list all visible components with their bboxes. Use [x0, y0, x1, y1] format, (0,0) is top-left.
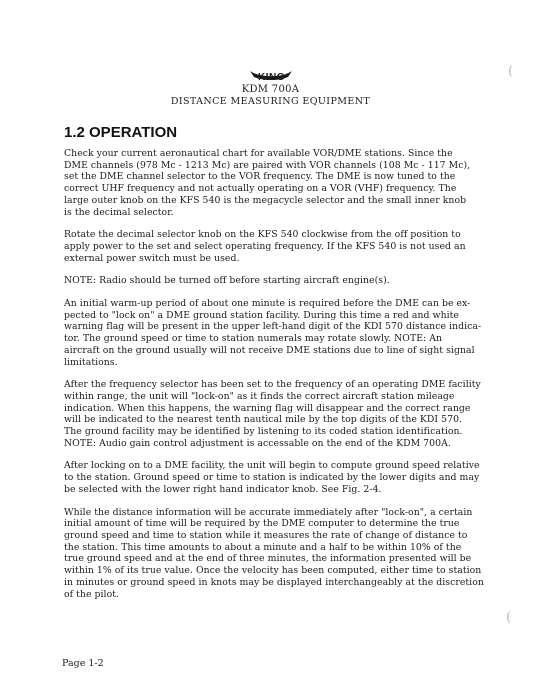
text-line: to the station. Ground speed or time to station is indicated by the lower digits and may	[64, 472, 480, 484]
text-line: is the decimal selector.	[64, 206, 174, 218]
text-line: initial amount of time will be required by the DME computer to determine the true	[64, 518, 460, 530]
text-line: correct UHF frequency and not actually operating on a VOR (VHF) frequency. The	[64, 183, 457, 195]
text-line: After locking on to a DME facility, the unit will begin to compute ground speed relative	[64, 460, 480, 472]
text-line: set the DME channel selector to the VOR frequency. The DME is now tuned to the	[64, 171, 456, 183]
text-line: An initial warm-up period of about one minute is required before the DME can be ex-	[64, 298, 471, 310]
paragraph-ground-speed	[64, 460, 496, 495]
paragraph-note-radio	[64, 275, 496, 287]
text-line: While the distance information will be accurate immediately after "lock-on", a certain	[64, 506, 473, 518]
text-line: After the frequency selector has been set to the frequency of an operating DME facility	[64, 379, 481, 391]
text-line: apply power to the set and select operating frequency. If the KFS 540 is not used an	[64, 240, 466, 252]
paragraph-accuracy	[64, 507, 496, 601]
logo-wordmark: KING	[258, 72, 285, 83]
text-line: pected to "lock on" a DME ground station facility. During this time a red and white	[64, 309, 459, 321]
text-line: warning flag will be present in the upper left-hand digit of the KDI 570 distance indica-	[64, 321, 482, 333]
text-line: the station. This time amounts to about a minute and a half to be within 10% of the	[64, 541, 462, 553]
binding-edge-mark: (	[506, 610, 512, 625]
text-line: external power switch must be used.	[64, 252, 240, 264]
page-number: Page 1-2	[62, 658, 104, 669]
text-line: NOTE: Audio gain control adjustment is accessable on the end of the KDM 700A.	[64, 437, 451, 449]
text-line: of the pilot.	[64, 588, 120, 600]
text-line: DME channels (978 Mc - 1213 Mc) are paired with VOR channels (108 Mc - 117 Mc),	[64, 159, 471, 171]
binding-edge-mark: (	[508, 64, 514, 79]
text-line: aircraft on the ground usually will not receive DME stations due to line of sight signal	[64, 344, 475, 356]
text-line: within range, the unit will "lock-on" as it finds the correct aircraft station mileage	[64, 390, 455, 402]
text-line: true ground speed and at the end of three minutes, the information presented will be	[64, 553, 472, 565]
document-model: KDM 700A	[241, 84, 300, 95]
paragraph-power-on	[64, 229, 496, 264]
text-line: large outer knob on the KFS 540 is the megacycle selector and the small inner knob	[64, 194, 467, 206]
text-line: NOTE: Radio should be turned off before starting aircraft engine(s).	[64, 275, 390, 287]
text-line: indication. When this happens, the warning flag will disappear and the correct range	[64, 402, 471, 414]
text-line: ground speed and time to station while it measures the rate of change of distance to	[64, 529, 468, 541]
paragraph-chart-check	[64, 148, 496, 218]
text-line: limitations.	[64, 356, 118, 368]
text-line: Check your current aeronautical chart for available VOR/DME stations. Since the	[64, 148, 453, 159]
document-title: DISTANCE MEASURING EQUIPMENT	[170, 96, 371, 107]
paragraph-warm-up	[64, 298, 496, 368]
section-heading: 1.2 OPERATION	[64, 124, 178, 141]
text-line: within 1% of its true value. Once the velocity has been computed, either time to station	[64, 565, 482, 577]
text-line: in minutes or ground speed in knots may be displayed interchangeably at the discretion	[64, 576, 484, 588]
text-line: will be indicated to the nearest tenth nautical mile by the top digits of the KDI 570.	[64, 414, 463, 426]
text-line: Rotate the decimal selector knob on the KFS 540 clockwise from the off position to	[64, 229, 461, 241]
text-line: tor. The ground speed or time to station numerals may rotate slowly. NOTE: An	[64, 333, 443, 345]
paragraph-lock-on	[64, 379, 496, 449]
section-body	[64, 148, 496, 611]
text-line: be selected with the lower right hand indicator knob. See Fig. 2-4.	[64, 483, 382, 495]
text-line: The ground facility may be identified by listening to its coded station identification.	[64, 426, 463, 438]
